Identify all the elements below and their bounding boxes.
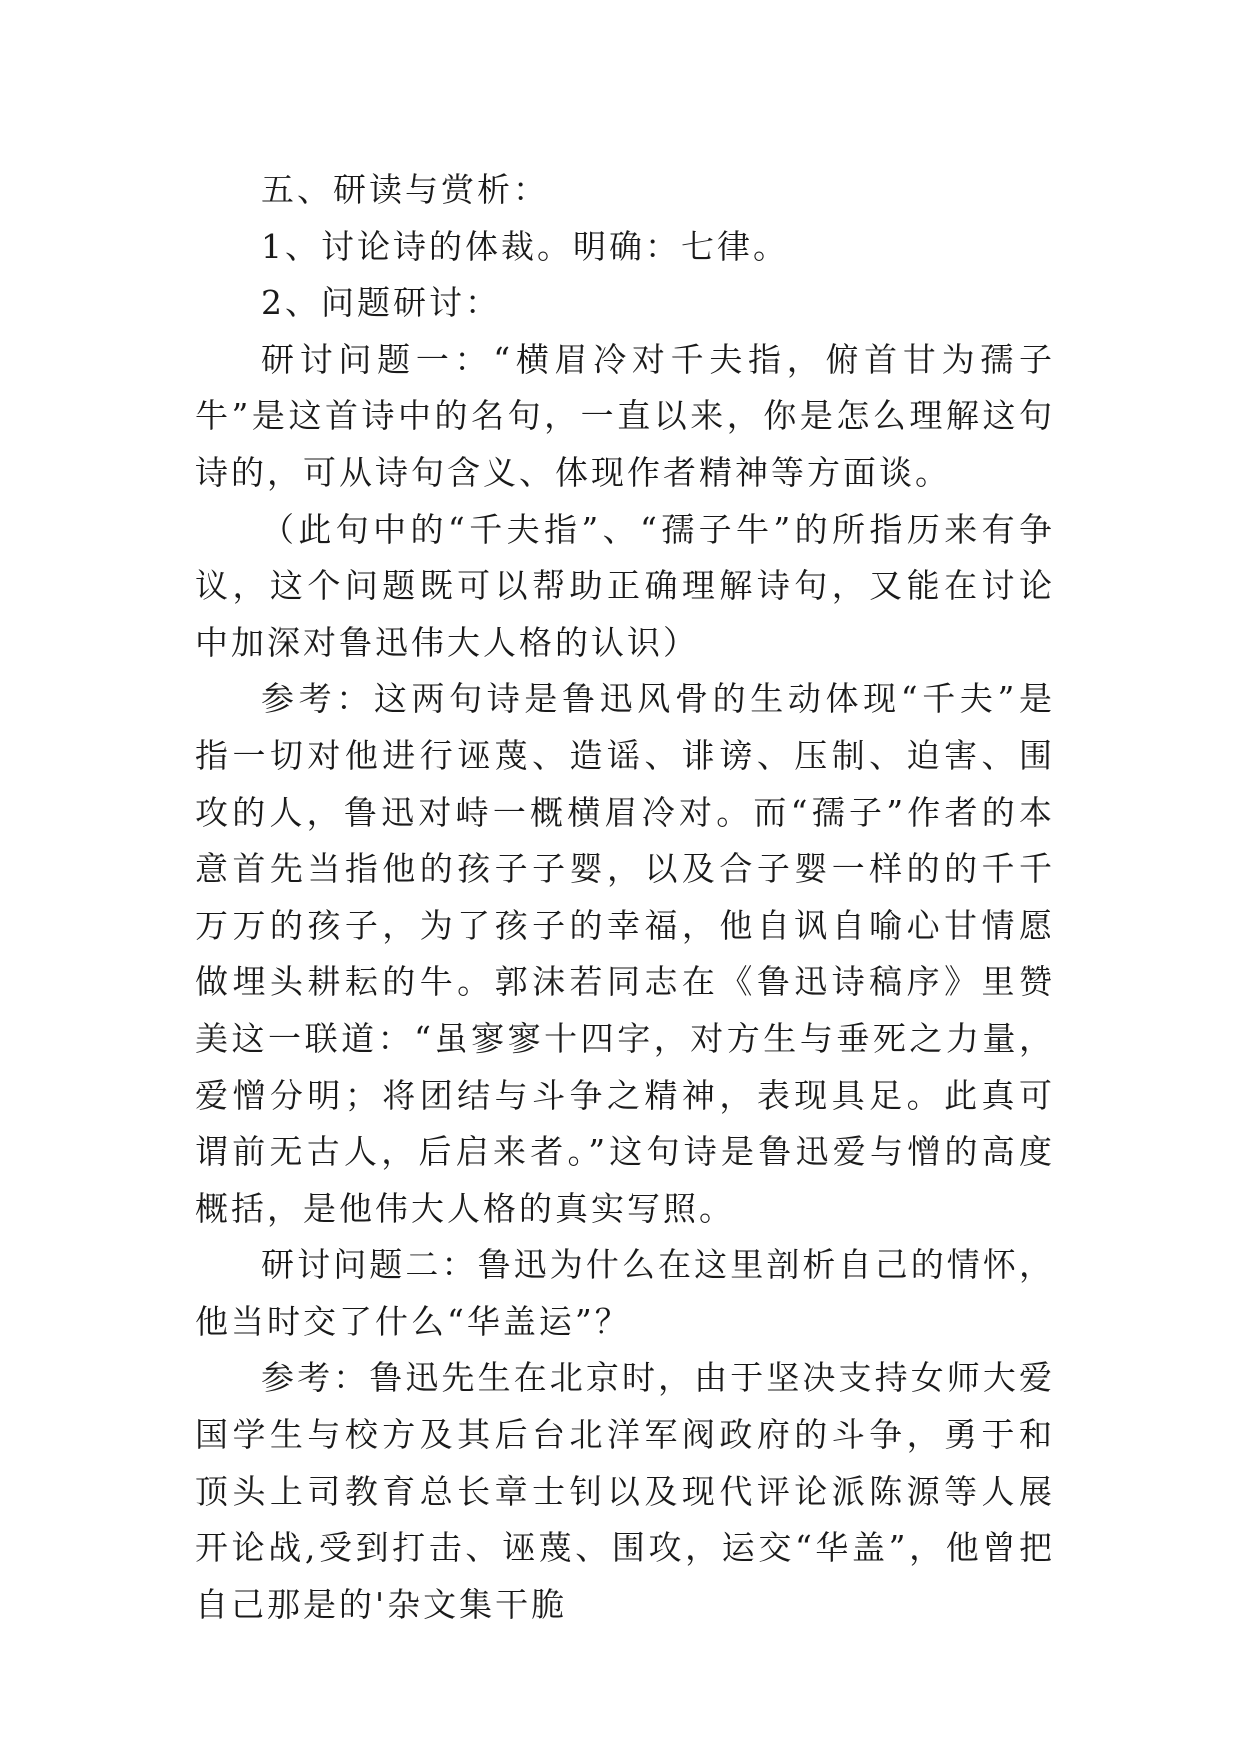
paragraph-question-one: 研讨问题一：“横眉冷对千夫指，俯首甘为孺子牛”是这首诗中的名句，一直以来，你是怎么理解这句诗的，可从诗句含义、体现作者精神等方面谈。 — [195, 339, 1055, 492]
paragraph-genre: 1、讨论诗的体裁。明确：七律。 — [261, 226, 789, 266]
paragraph-discussion-heading: 2、问题研讨： — [261, 283, 501, 323]
paragraph-note: （此句中的“千夫指”、“孺子牛”的所指历来有争议，这个问题既可以帮助正确理解诗句，又能在讨论中加深对鲁迅伟大人格的认识） — [195, 509, 1055, 662]
paragraph-reference-two: 参考：鲁迅先生在北京时，由于坚决支持女师大爱国学生与校方及其后台北洋军阀政府的斗争，勇于和顶头上司教育总长章士钊以及现代评论派陈源等人展开论战,受到打击、诬蔑、围攻，运交“华盖”，他曾把自己那是的'杂文集干脆 — [195, 1358, 1055, 1624]
paragraph-reference-one: 参考：这两句诗是鲁迅风骨的生动体现“千夫”是指一切对他进行诬蔑、造谣、诽谤、压制、迫害、围攻的人，鲁迅对峙一概横眉冷对。而“孺子”作者的本意首先当指他的孩子子婴，以及合子婴一样的的千千万万的孩子，为了孩子的幸福，他自讽自喻心甘情愿做埋头耕耘的牛。郭沫若同志在《鲁迅诗稿序》里赞美这一联道：“虽寥寥十四字，对方生与垂死之力量，爱憎分明；将团结与斗争之精神，表现具足。此真可谓前无古人，后启来者。”这句诗是鲁迅爱与憎的高度概括，是他伟大人格的真实写照。 — [195, 679, 1055, 1228]
document-body — [195, 162, 1055, 1633]
section-heading: 五、研读与赏析： — [261, 170, 549, 209]
paragraph-question-two: 研讨问题二：鲁迅为什么在这里剖析自己的情怀，他当时交了什么“华盖运”？ — [195, 1245, 1055, 1341]
